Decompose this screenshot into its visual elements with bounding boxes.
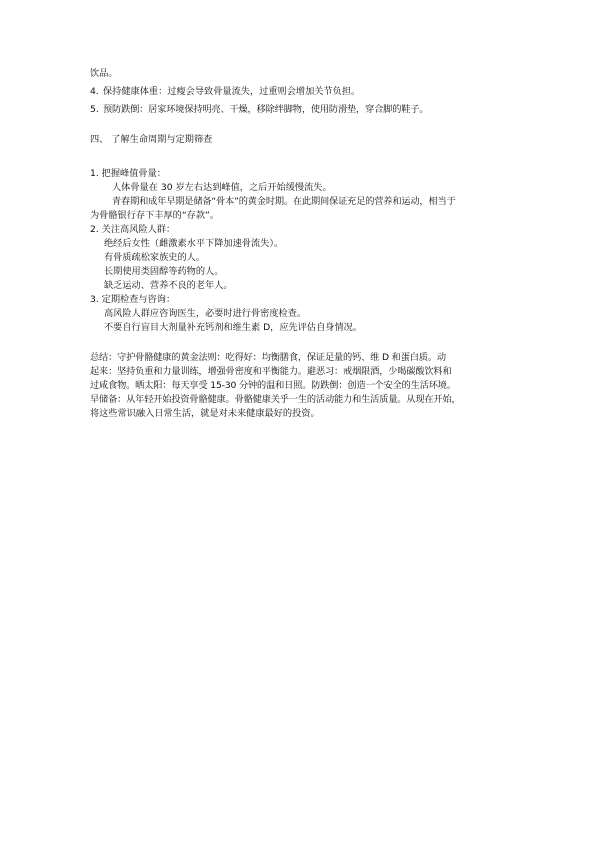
list-number: 5. [90,104,99,115]
section-heading: 四、 了解生命周期与定期筛查 [90,134,213,145]
item-title: 2. 关注高风险人群： [90,224,176,235]
list-item-text: 预防跌倒：居家环境保持明亮、干燥，移除绊脚物，使用防滑垫，穿合脚的鞋子。 [103,104,429,115]
list-item: 缺乏运动、营养不良的老年人。 [104,280,233,291]
paragraph-line: 人体骨量在 30 岁左右达到峰值，之后开始缓慢流失。 [112,182,332,193]
item-title: 1. 把握峰值骨量： [90,168,166,179]
list-item: 绝经后女性（雌激素水平下降加速骨流失）。 [104,238,284,249]
list-item: 有骨质疏松家族史的人。 [104,252,206,263]
paragraph-line: 早储备：从年轻开始投资骨骼健康。骨骼健康关乎一生的活动能力和生活质量。从现在开始， [90,394,461,405]
paragraph-line: 青春期和成年早期是储备“骨本”的黄金时期。在此期间保证充足的营养和运动，相当于 [112,196,456,207]
paragraph-line: 将这些常识融入日常生活，就是对未来健康最好的投资。 [90,408,320,419]
list-item: 不要自行盲目大剂量补充钙剂和维生素 D，应先评估自身情况。 [104,322,363,333]
continuation-text: 饮品。 [90,68,118,79]
paragraph-line: 过咸食物。晒太阳：每天享受 15-30 分钟的温和日照。防跌倒：创造一个安全的生活环境。 [90,380,456,391]
list-item-text: 保持健康体重：过瘦会导致骨量流失，过重则会增加关节负担。 [103,86,361,97]
paragraph-line: 起来：坚持负重和力量训练，增强骨密度和平衡能力。避恶习：戒烟限酒，少喝碳酸饮料和 [90,366,452,377]
paragraph-line: 为骨骼银行存下丰厚的“存款”。 [90,210,219,221]
paragraph-line: 总结：守护骨骼健康的黄金法则：吃得好：均衡膳食，保证足量的钙、维 D 和蛋白质。动 [90,352,446,363]
list-item: 长期使用类固醇等药物的人。 [104,266,224,277]
item-title: 3. 定期检查与咨询： [90,294,176,305]
list-item: 高风险人群应咨询医生，必要时进行骨密度检查。 [104,308,307,319]
list-number: 4. [90,86,99,97]
